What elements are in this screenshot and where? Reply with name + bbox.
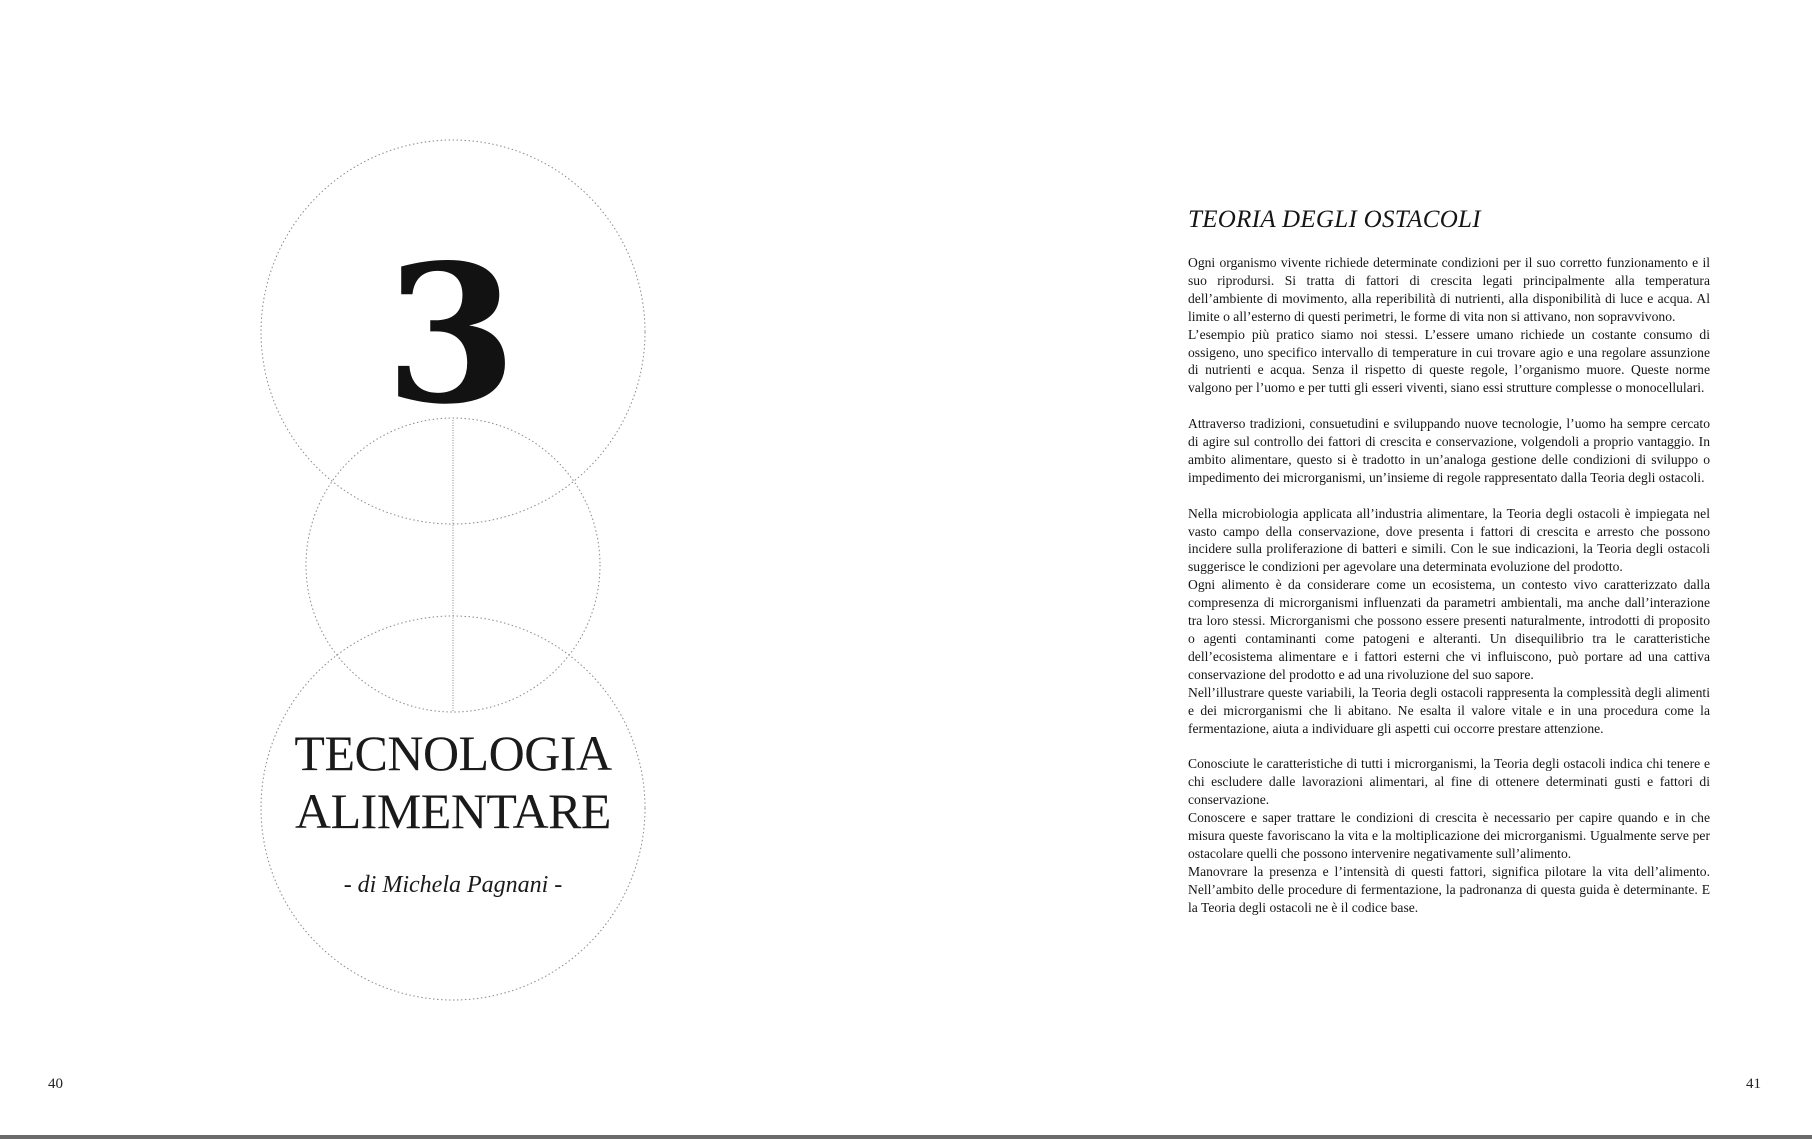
page-number-right: 41 xyxy=(1746,1076,1761,1092)
chapter-number: 3 xyxy=(384,223,516,446)
left-page xyxy=(0,0,906,1135)
right-page xyxy=(906,0,1812,1135)
bottom-edge-divider xyxy=(0,1135,1812,1139)
paragraph-3 xyxy=(1188,505,1710,738)
paragraph-2 xyxy=(1188,415,1710,487)
body-text xyxy=(1188,254,1710,934)
paragraph-1 xyxy=(1188,254,1710,397)
page-number-left: 40 xyxy=(48,1076,63,1092)
chapter-title-line1: TECNOLOGIA xyxy=(294,725,612,781)
decorative-circles xyxy=(0,0,906,1135)
chapter-title-line2: ALIMENTARE xyxy=(295,783,611,839)
paragraph-line: Conosciute le caratteristiche di tutti i microrganismi, la Teoria degli ostacoli indica chi tenere e chi escludere dalle lavorazioni alimentari, al fine di ottenere determinati gusti e fattori di conservazione. xyxy=(1188,756,1710,808)
paragraph-line: Attraverso tradizioni, consuetudini e sviluppando nuove tecnologie, l’uomo ha sempre cercato di agire sul controllo dei fattori di crescita e conservazione, volgendoli a proprio vantaggio. In ambito alimentare, questo si è tradotto in un’analoga gestione delle condizioni di sviluppo o impedimento dei microrganismi, un’insieme di regole rappresentato dalla Teoria degli ostacoli. xyxy=(1188,416,1710,485)
paragraph-line: Nella microbiologia applicata all’industria alimentare, la Teoria degli ostacoli è impiegata nel vasto campo della conservazione, dove presenta i fattori di crescita e arresto che possono incidere sulla proliferazione di batteri e simili. Con le sue indicazioni, la Teoria degli ostacoli suggerisce le condizioni per agevolare una determinata evoluzione del prodotto. xyxy=(1188,505,1710,575)
paragraph-line: Ogni organismo vivente richiede determinate condizioni per il suo corretto funzionamento e il suo riprodursi. Si tratta di fattori di crescita legati principalmente alla temperatura dell’ambiente di movimento, alla reperibilità di nutrienti, alla disponibilità di luce e acqua. Al limite o all’esterno di questi perimetri, le forme di vita non si attivano, non sopravvivono. xyxy=(1188,255,1710,324)
chapter-author: - di Michela Pagnani - xyxy=(343,872,563,898)
paragraph-line: Nell’illustrare queste variabili, la Teoria degli ostacoli rappresenta la complessità degli alimenti e dei microrganismi che li abitano. Ne esalta il valore vitale e in una procedura come la fermentazione, aiuta a individuare gli aspetti cui occorre prestare attenzione. xyxy=(1188,684,1710,736)
paragraph-line: L’esempio più pratico siamo noi stessi. L’essere umano richiede un costante consumo di ossigeno, uno specifico intervallo di temperature in cui trovare agio e una regolare assunzione di nutrienti e acqua. Senza il rispetto di queste regole, l’organismo muore. Queste norme valgono per l’uomo e per tutti gli esseri viventi, siano essi strutture complesse o monocellulari. xyxy=(1188,326,1710,396)
chapter-title xyxy=(230,724,676,840)
paragraph-line: Manovrare la presenza e l’intensità di questi fattori, significa pilotare la vita dell’alimento. Nell’ambito delle procedure di fermentazione, la padronanza di questa guida è determinante. E la Teoria degli ostacoli ne è il codice base. xyxy=(1188,863,1710,915)
paragraph-line: Ogni alimento è da considerare come un ecosistema, un contesto vivo caratterizzato dalla compresenza di microrganismi influenzati da parametri ambientali, ma anche dall’interazione tra loro stessi. Microrganismi che possono essere presenti naturalmente, introdotti di proposito o agenti contaminanti come patogeni e alteranti. Un disequilibrio tra le caratteristiche dell’ecosistema alimentare e i fattori esterni che vi influiscono, può portare ad una cattiva conservazione del prodotto e ad una rivoluzione del suo sapore. xyxy=(1188,577,1710,682)
paragraph-line: Conoscere e saper trattare le condizioni di crescita è necessario per capire quando e in che misura queste favoriscano la vita e la moltiplicazione dei microrganismi. Ugualmente serve per ostacolare quelli che possono intervenire negativamente sull’alimento. xyxy=(1188,810,1710,861)
section-title: TEORIA DEGLI OSTACOLI xyxy=(1188,206,1481,233)
paragraph-4 xyxy=(1188,755,1710,916)
